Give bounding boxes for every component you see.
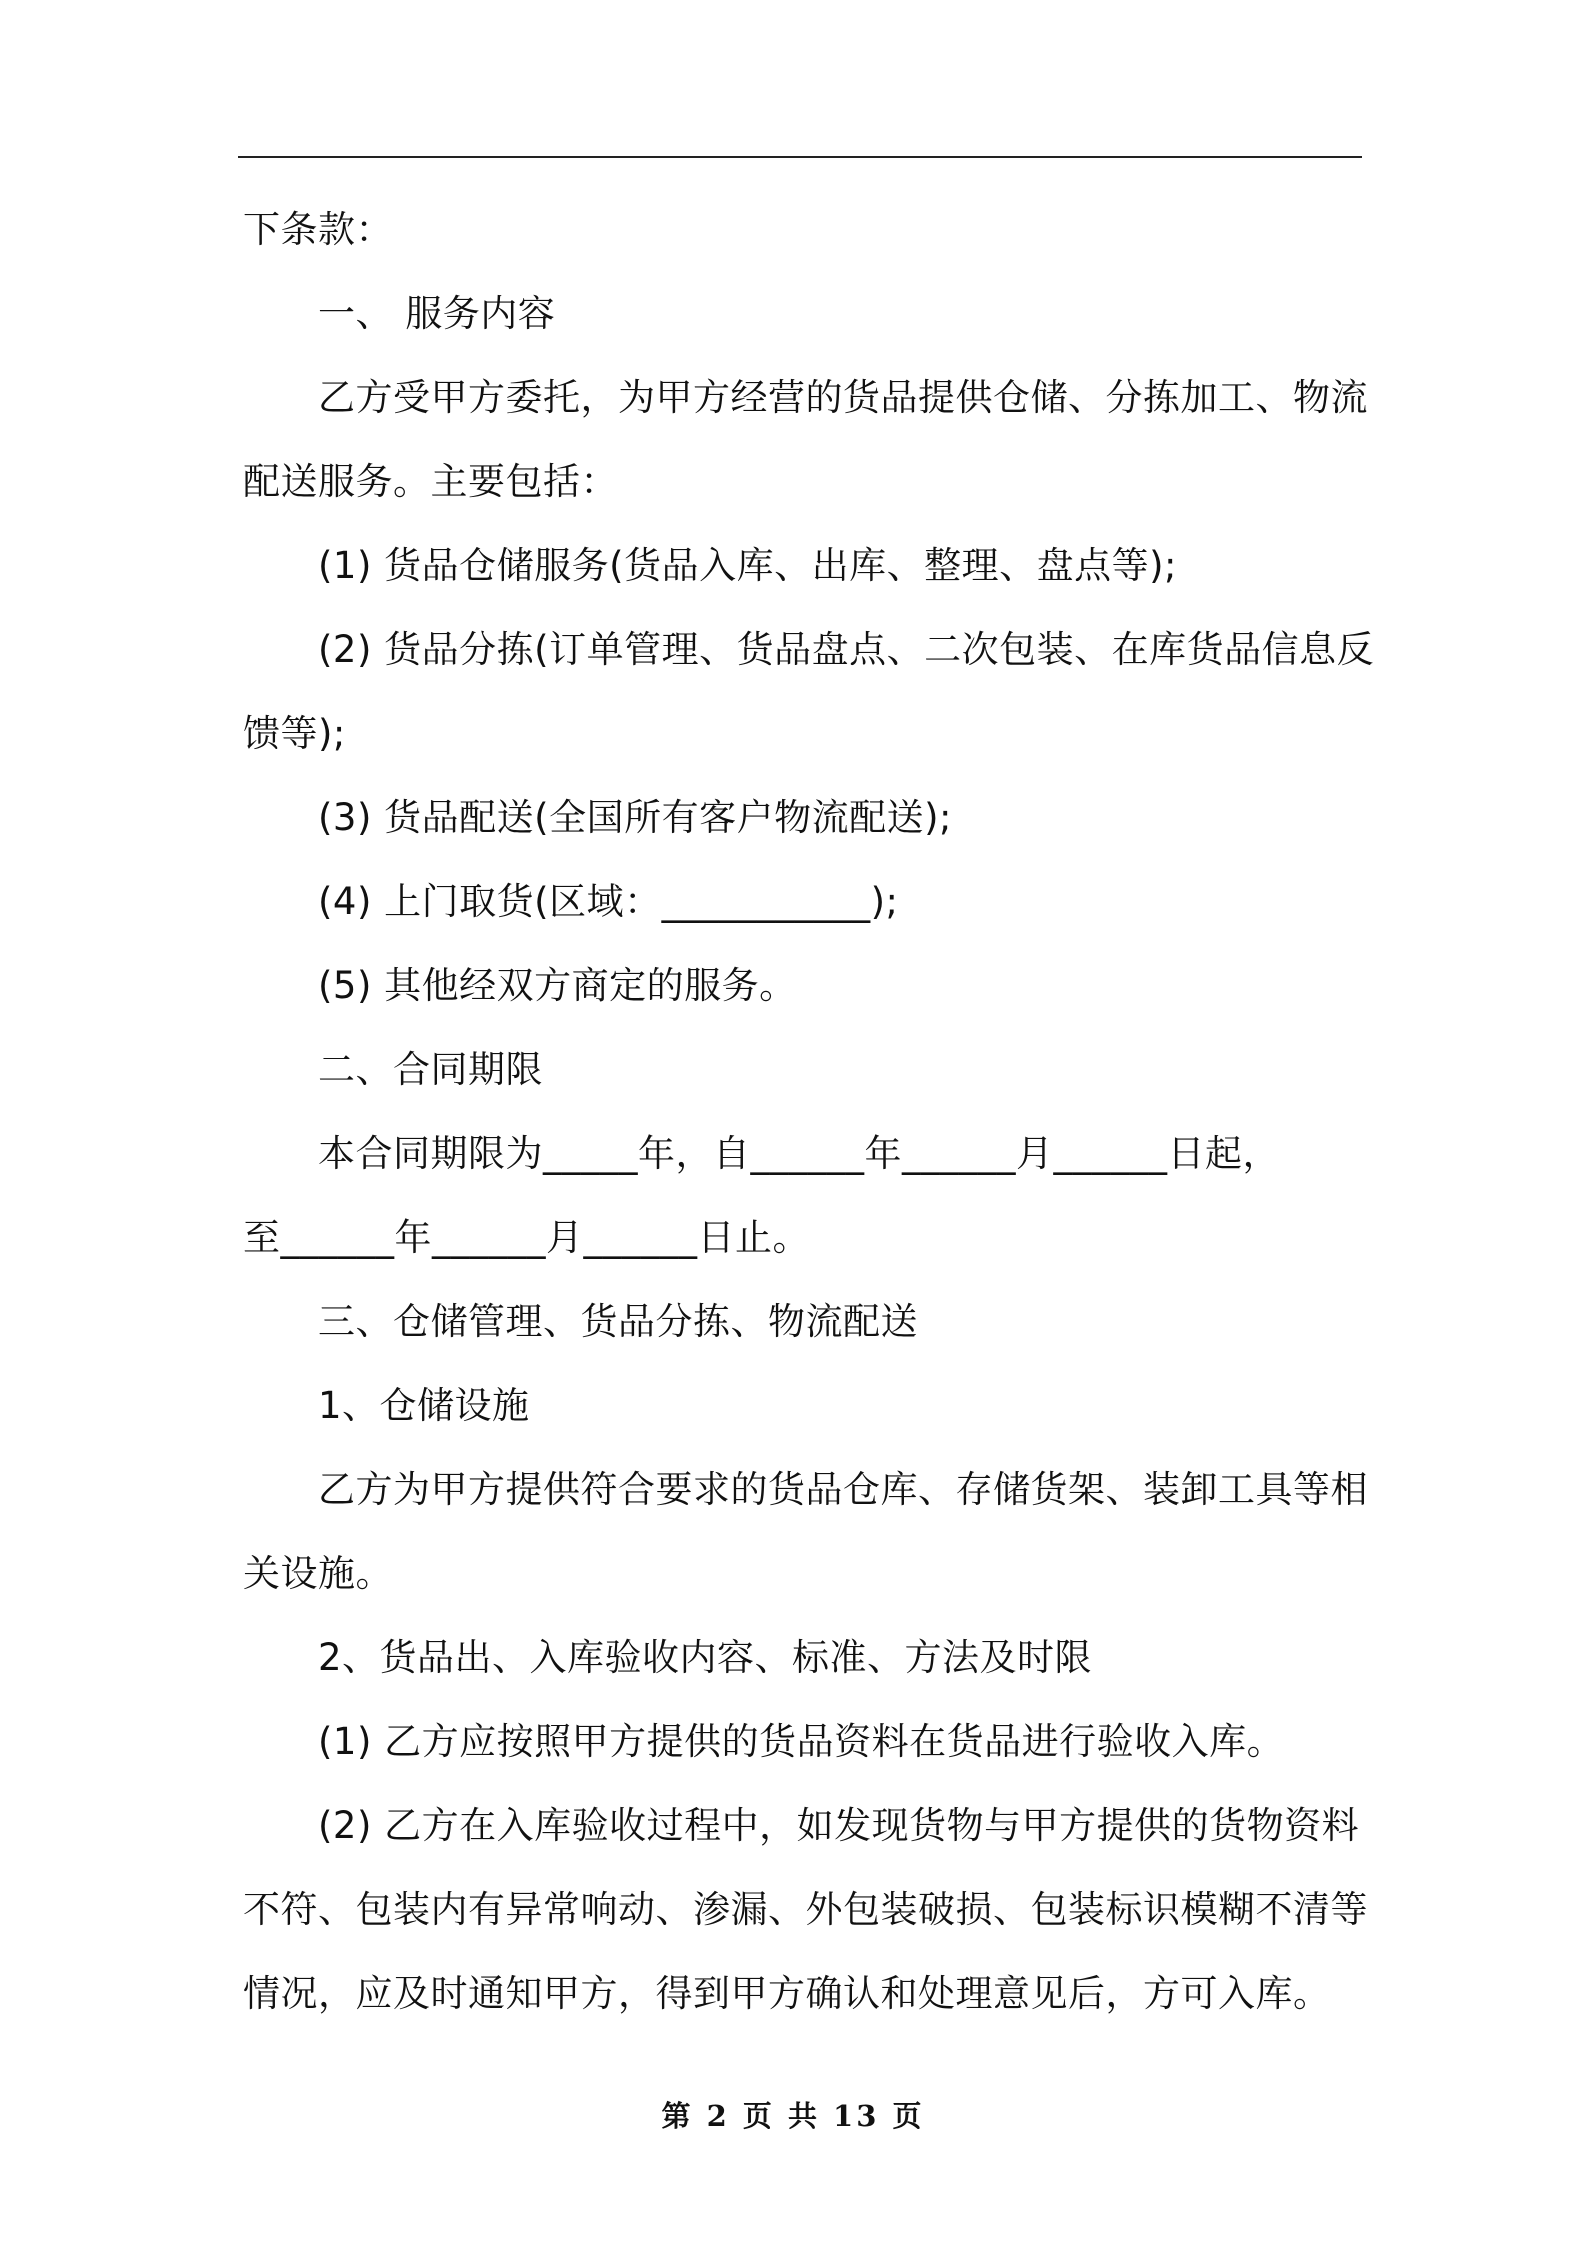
paragraph-line: 2、货品出、入库验收内容、标准、方法及时限 [318, 1636, 1093, 1679]
paragraph-line: 二、合同期限 [318, 1048, 543, 1091]
paragraph-line: 馈等); [243, 712, 346, 755]
paragraph-line: 乙方受甲方委托，为甲方经营的货品提供仓储、分拣加工、物流 [318, 376, 1368, 419]
paragraph-line: (5) 其他经双方商定的服务。 [318, 964, 797, 1007]
paragraph-line: (2) 乙方在入库验收过程中，如发现货物与甲方提供的货物资料 [318, 1804, 1360, 1847]
paragraph-line: 下条款： [243, 208, 393, 251]
paragraph-line: (4) 上门取货(区域：___________); [318, 880, 899, 923]
paragraph-line: (2) 货品分拣(订单管理、货品盘点、二次包装、在库货品信息反 [318, 628, 1375, 671]
page-number-footer: 第 2 页 共 13 页 [661, 2099, 925, 2133]
paragraph-line: (3) 货品配送(全国所有客户物流配送); [318, 796, 953, 839]
paragraph-line: (1) 乙方应按照甲方提供的货品资料在货品进行验收入库。 [318, 1720, 1285, 1763]
paragraph-line: 至______年______月______日止。 [243, 1216, 810, 1259]
paragraph-line: 情况，应及时通知甲方，得到甲方确认和处理意见后，方可入库。 [243, 1972, 1331, 2015]
paragraph-line: 关设施。 [243, 1552, 393, 1595]
paragraph-line: 不符、包装内有异常响动、渗漏、外包装破损、包装标识模糊不清等 [243, 1888, 1368, 1931]
paragraph-line: 三、仓储管理、货品分拣、物流配送 [318, 1300, 918, 1343]
document-body [243, 188, 1375, 2036]
paragraph-line: (1) 货品仓储服务(货品入库、出库、整理、盘点等); [318, 544, 1178, 587]
paragraph-line: 1、仓储设施 [318, 1384, 530, 1427]
header-rule [238, 156, 1362, 158]
paragraph-line: 本合同期限为_____年，自______年______月______日起， [318, 1132, 1280, 1175]
paragraph-line: 配送服务。主要包括： [243, 460, 618, 503]
paragraph-line: 乙方为甲方提供符合要求的货品仓库、存储货架、装卸工具等相 [318, 1468, 1368, 1511]
paragraph-line: 一、 服务内容 [318, 292, 556, 335]
